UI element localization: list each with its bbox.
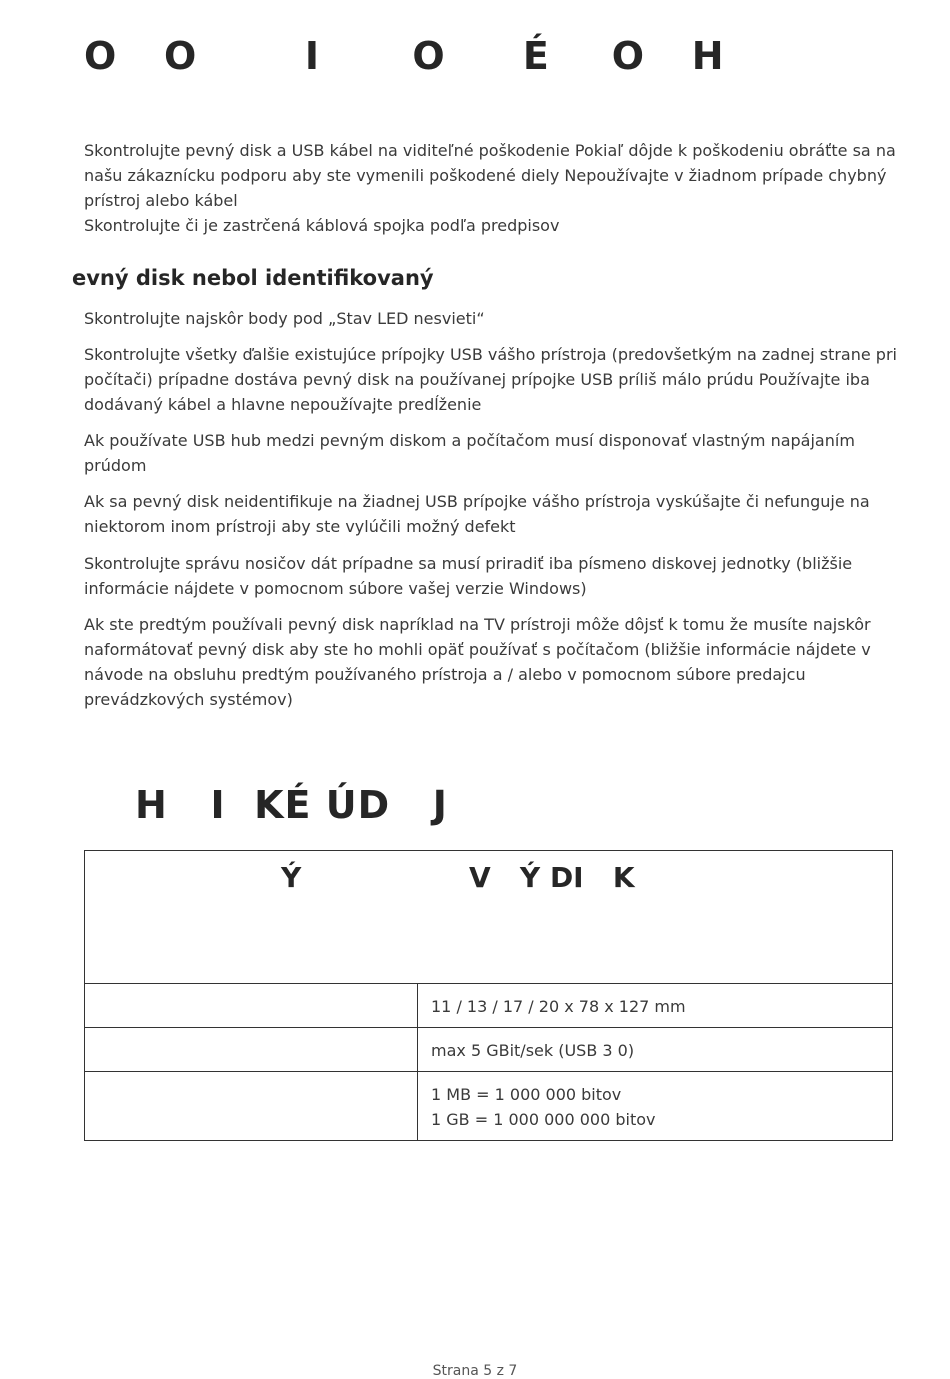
intro-paragraph: Skontrolujte pevný disk a USB kábel na viditeľné poškodenie Pokiaľ dôjde k poškodeniu obráťte sa na našu zákaznícku podporu aby ste vymenili poškodené diely Nepoužívajte v žiadnom prípade chybný prístroj alebo kábel xyxy=(84,141,896,210)
list-item: Skontrolujte správu nosičov dát prípadne sa musí priradiť iba písmeno diskovej jednotky (bližšie informácie nájdete v pomocnom súbore vašej verzie Windows) xyxy=(84,554,853,598)
page-number: Strana 5 z 7 xyxy=(432,1363,518,1379)
list-item: Skontrolujte všetky ďalšie existujúce prípojky USB vášho prístroja (predovšetkým na zadnej strane pri počítači) prípadne dostáva pevný disk na používanej prípojke USB príliš málo prúdu Používajte iba dodávaný kábel a hlavne nepoužívajte predĺženie xyxy=(84,345,897,414)
table-header xyxy=(85,851,893,984)
table-header-right: V Ý DI K xyxy=(469,861,635,894)
spec-table xyxy=(84,850,893,1141)
list-item: Ak používate USB hub medzi pevným diskom a počítačom musí disponovať vlastným napájaním prúdom xyxy=(84,431,855,475)
table-header-row xyxy=(85,851,893,984)
table-cell-label xyxy=(85,984,418,1028)
page-title: O O I O É O H xyxy=(84,34,726,78)
table-cell-value: max 5 GBit/sek (USB 3 0) xyxy=(418,1028,893,1072)
table-row xyxy=(85,1072,893,1141)
list-item: Skontrolujte najskôr body pod „Stav LED nesvieti“ xyxy=(84,309,485,328)
table-cell-value: 11 / 13 / 17 / 20 x 78 x 127 mm xyxy=(418,984,893,1028)
list-item: Ak sa pevný disk neidentifikuje na žiadnej USB prípojke vášho prístroja vyskúšajte či nefunguje na niektorom inom prístroji aby ste vylúčili možný defekt xyxy=(84,492,870,536)
specs-title: H I KÉ ÚD J xyxy=(135,783,448,827)
section-heading: evný disk nebol identifikovaný xyxy=(72,266,434,290)
table-cell-label xyxy=(85,1028,418,1072)
table-cell-value: 1 MB = 1 000 000 bitov 1 GB = 1 000 000 000 bitov xyxy=(418,1072,893,1141)
intro-paragraph-2: Skontrolujte či je zastrčená káblová spojka podľa predpisov xyxy=(84,216,560,235)
list-item: Ak ste predtým používali pevný disk napríklad na TV prístroji môže dôjsť k tomu že musíte najskôr naformátovať pevný disk aby ste ho mohli opäť používať s počítačom (bližšie informácie nájdete v návode na obsluhu predtým používaného prístroja a / alebo v pomocnom súbore predajcu prevádzkových systémov) xyxy=(84,615,871,709)
table-cell-label xyxy=(85,1072,418,1141)
table-row xyxy=(85,984,893,1028)
table-row xyxy=(85,1028,893,1072)
table-header-left: Ý xyxy=(281,861,302,894)
